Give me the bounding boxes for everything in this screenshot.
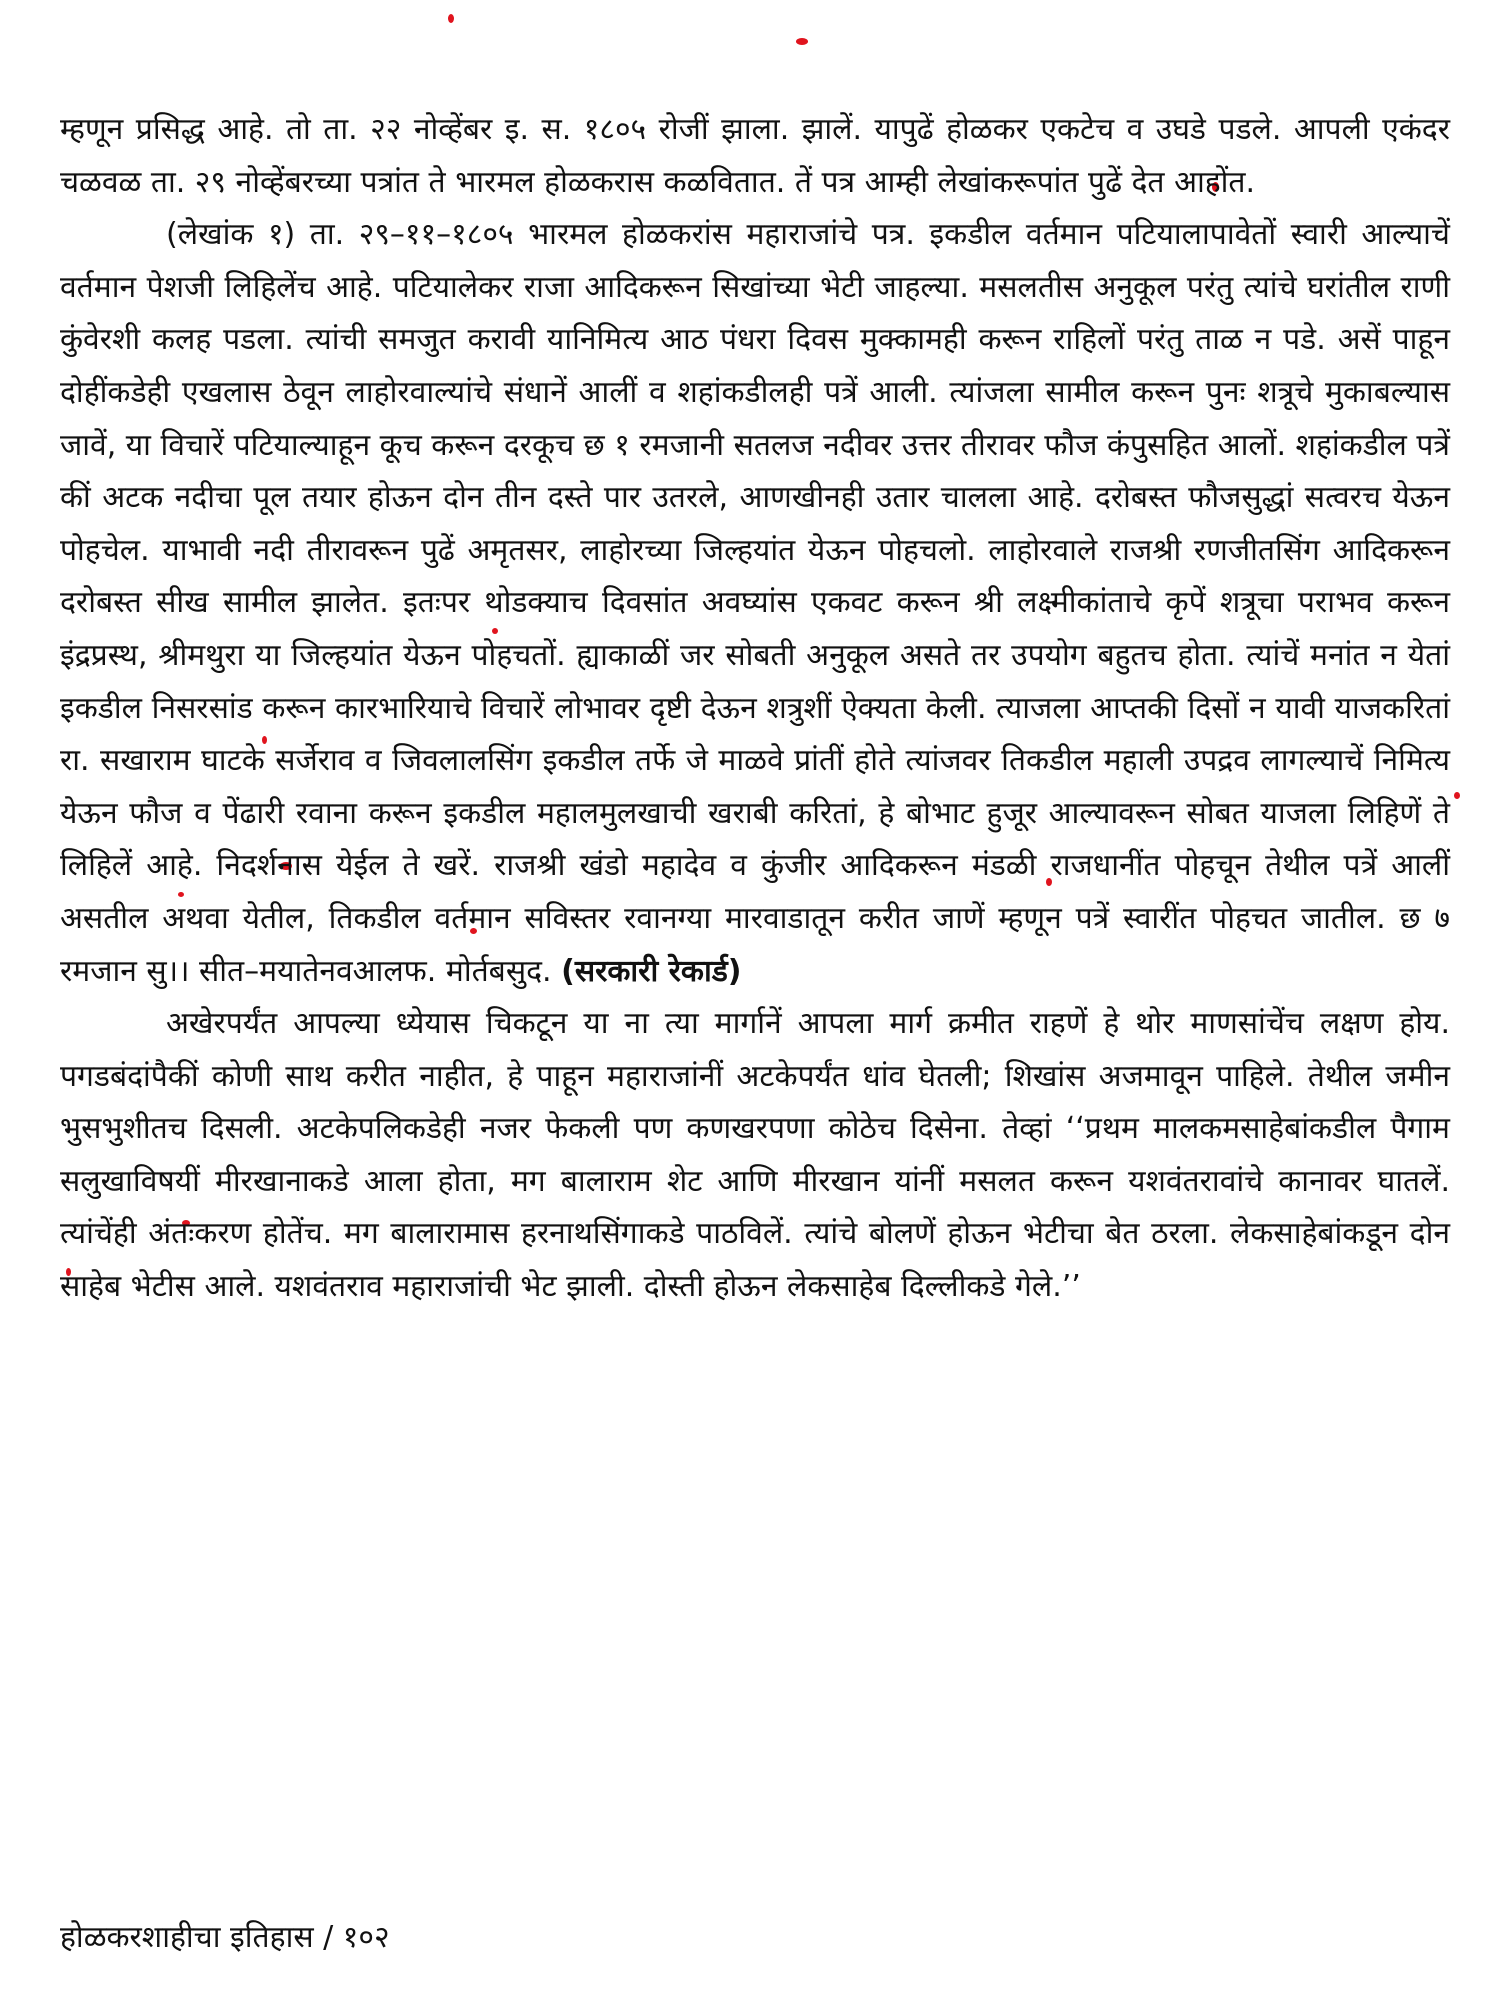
ink-spot	[796, 38, 808, 45]
ink-spot	[1454, 792, 1460, 799]
paragraph-letter	[60, 209, 1450, 998]
page-footer: होळकरशाहीचा इतिहास / १०२	[60, 1920, 390, 1955]
ink-spot	[448, 14, 454, 23]
paragraph-narrative: अखेरपर्यंत आपल्या ध्येयास चिकटून या ना त्या मार्गानें आपला मार्ग क्रमीत राहणें हे थोर माणसांचेंच लक्षण होय. पगडबंदांपैकीं कोणी साथ करीत नाहीत, हे पाहून महाराजांनीं अटकेपर्यंत धांव घेतली; शिखांस अजमावून पाहिले. तेथील जमीन भुसभुशीतच दिसली. अटकेपलिकडेही नजर फेकली पण कणखरपणा कोठेच दिसेना. तेव्हां ‘‘प्रथम मालकमसाहेबांकडील पैगाम सलुखाविषयीं मीरखानाकडे आला होता, मग बालाराम शेट आणि मीरखान यांनीं मसलत करून यशवंतरावांचे कानावर घातलें. त्यांचेंही अंतःकरण होतेंच. मग बालारामास हरनाथसिंगाकडे पाठविलें. त्यांचे बोलणें होऊन भेटीचा बेत ठरला. लेकसाहेबांकडून दोन साहेब भेटीस आले. यशवंतराव महाराजांची भेट झाली. दोस्ती होऊन लेकसाहेब दिल्लीकडे गेले.’’	[60, 1006, 1450, 1305]
source-tag: (सरकारी रेकार्ड)	[561, 953, 742, 989]
paragraph-intro: म्हणून प्रसिद्ध आहे. तो ता. २२ नोव्हेंबर इ. स. १८०५ रोजीं झाला. झालें. यापुढें होळकर एकटेच व उघडे पडले. आपली एकंदर चळवळ ता. २९ नोव्हेंबरच्या पत्रांत ते भारमल होळकरास कळवितात. तें पत्र आम्ही लेखांकरूपांत पुढें देत आहोंत.	[60, 112, 1450, 200]
letter-text: (लेखांक १) ता. २९–११–१८०५ भारमल होळकरांस महाराजांचे पत्र. इकडील वर्तमान पटियालापावेतों स्वारी आल्याचें वर्तमान पेशजी लिहिलेंच आहे. पटियालेकर राजा आदिकरून सिखांच्या भेटी जाहल्या. मसलतीस अनुकूल परंतु त्यांचे घरांतील राणी कुंवेरशी कलह पडला. त्यांची समजुत करावी यानिमित्य आठ पंधरा दिवस मुक्कामही करून राहिलों परंतु ताळ न पडे. असें पाहून दोहींकडेही एखलास ठेवून लाहोरवाल्यांचे संधानें आलीं व शहांकडीलही पत्रें आली. त्यांजला सामील करून पुनः शत्रूचे मुकाबल्यास जावें, या विचारें पटियाल्याहून कूच करून दरकूच छ १ रमजानी सतलज नदीवर उत्तर तीरावर फौज कंपुसहित आलों. शहांकडील पत्रें कीं अटक नदीचा पूल तयार होऊन दोन तीन दस्ते पार उतरले, आणखीनही उतार चालला आहे. दरोबस्त फौजसुद्धां सत्वरच येऊन पोहचेल. याभावी नदी तीरावरून पुढें अमृतसर, लाहोरच्या जिल्हयांत येऊन पोहचलो. लाहोरवाले राजश्री रणजीतसिंग आदिकरून दरोबस्त सीख सामील झालेत. इतःपर थोडक्याच दिवसांत अवघ्यांस एकवट करून श्री लक्ष्मीकांताचे कृपें शत्रूचा पराभव करून इंद्रप्रस्थ, श्रीमथुरा या जिल्हयांत येऊन पोहचतों. ह्याकाळीं जर सोबती अनुकूल असते तर उपयोग बहुतच होता. त्यांचें मनांत न येतां इकडील निसरसांड करून कारभारियाचे विचारें लोभावर दृष्टी देऊन शत्रुशीं ऐक्यता केली. त्याजला आप्तकी दिसों न यावी याजकरितां रा. सखाराम घाटके सर्जेराव व जिवलालसिंग इकडील तर्फे जे माळवे प्रांतीं होते त्यांजवर तिकडील महाली उपद्रव लागल्याचें निमित्य येऊन फौज व पेंढारी रवाना करून इकडील महालमुलखाची खराबी करितां, हे बोभाट हुजूर आल्यावरून सोबत याजला लिहिणें ते लिहिलें आहे. निदर्शनास येईल ते खरें. राजश्री खंडो महादेव व कुंजीर आदिकरून मंडळी राजधानींत पोहचून तेथील पत्रें आलीं असतील अथवा येतील, तिकडील वर्तमान सविस्तर रवानग्या मारवाडातून करीत जाणें म्हणून पत्रें स्वारींत पोहचत जातील. छ ७ रमजान सु।। सीत–मयातेनवआलफ. मोर्तबसुद.	[60, 217, 1450, 989]
body-text	[60, 104, 1450, 1314]
